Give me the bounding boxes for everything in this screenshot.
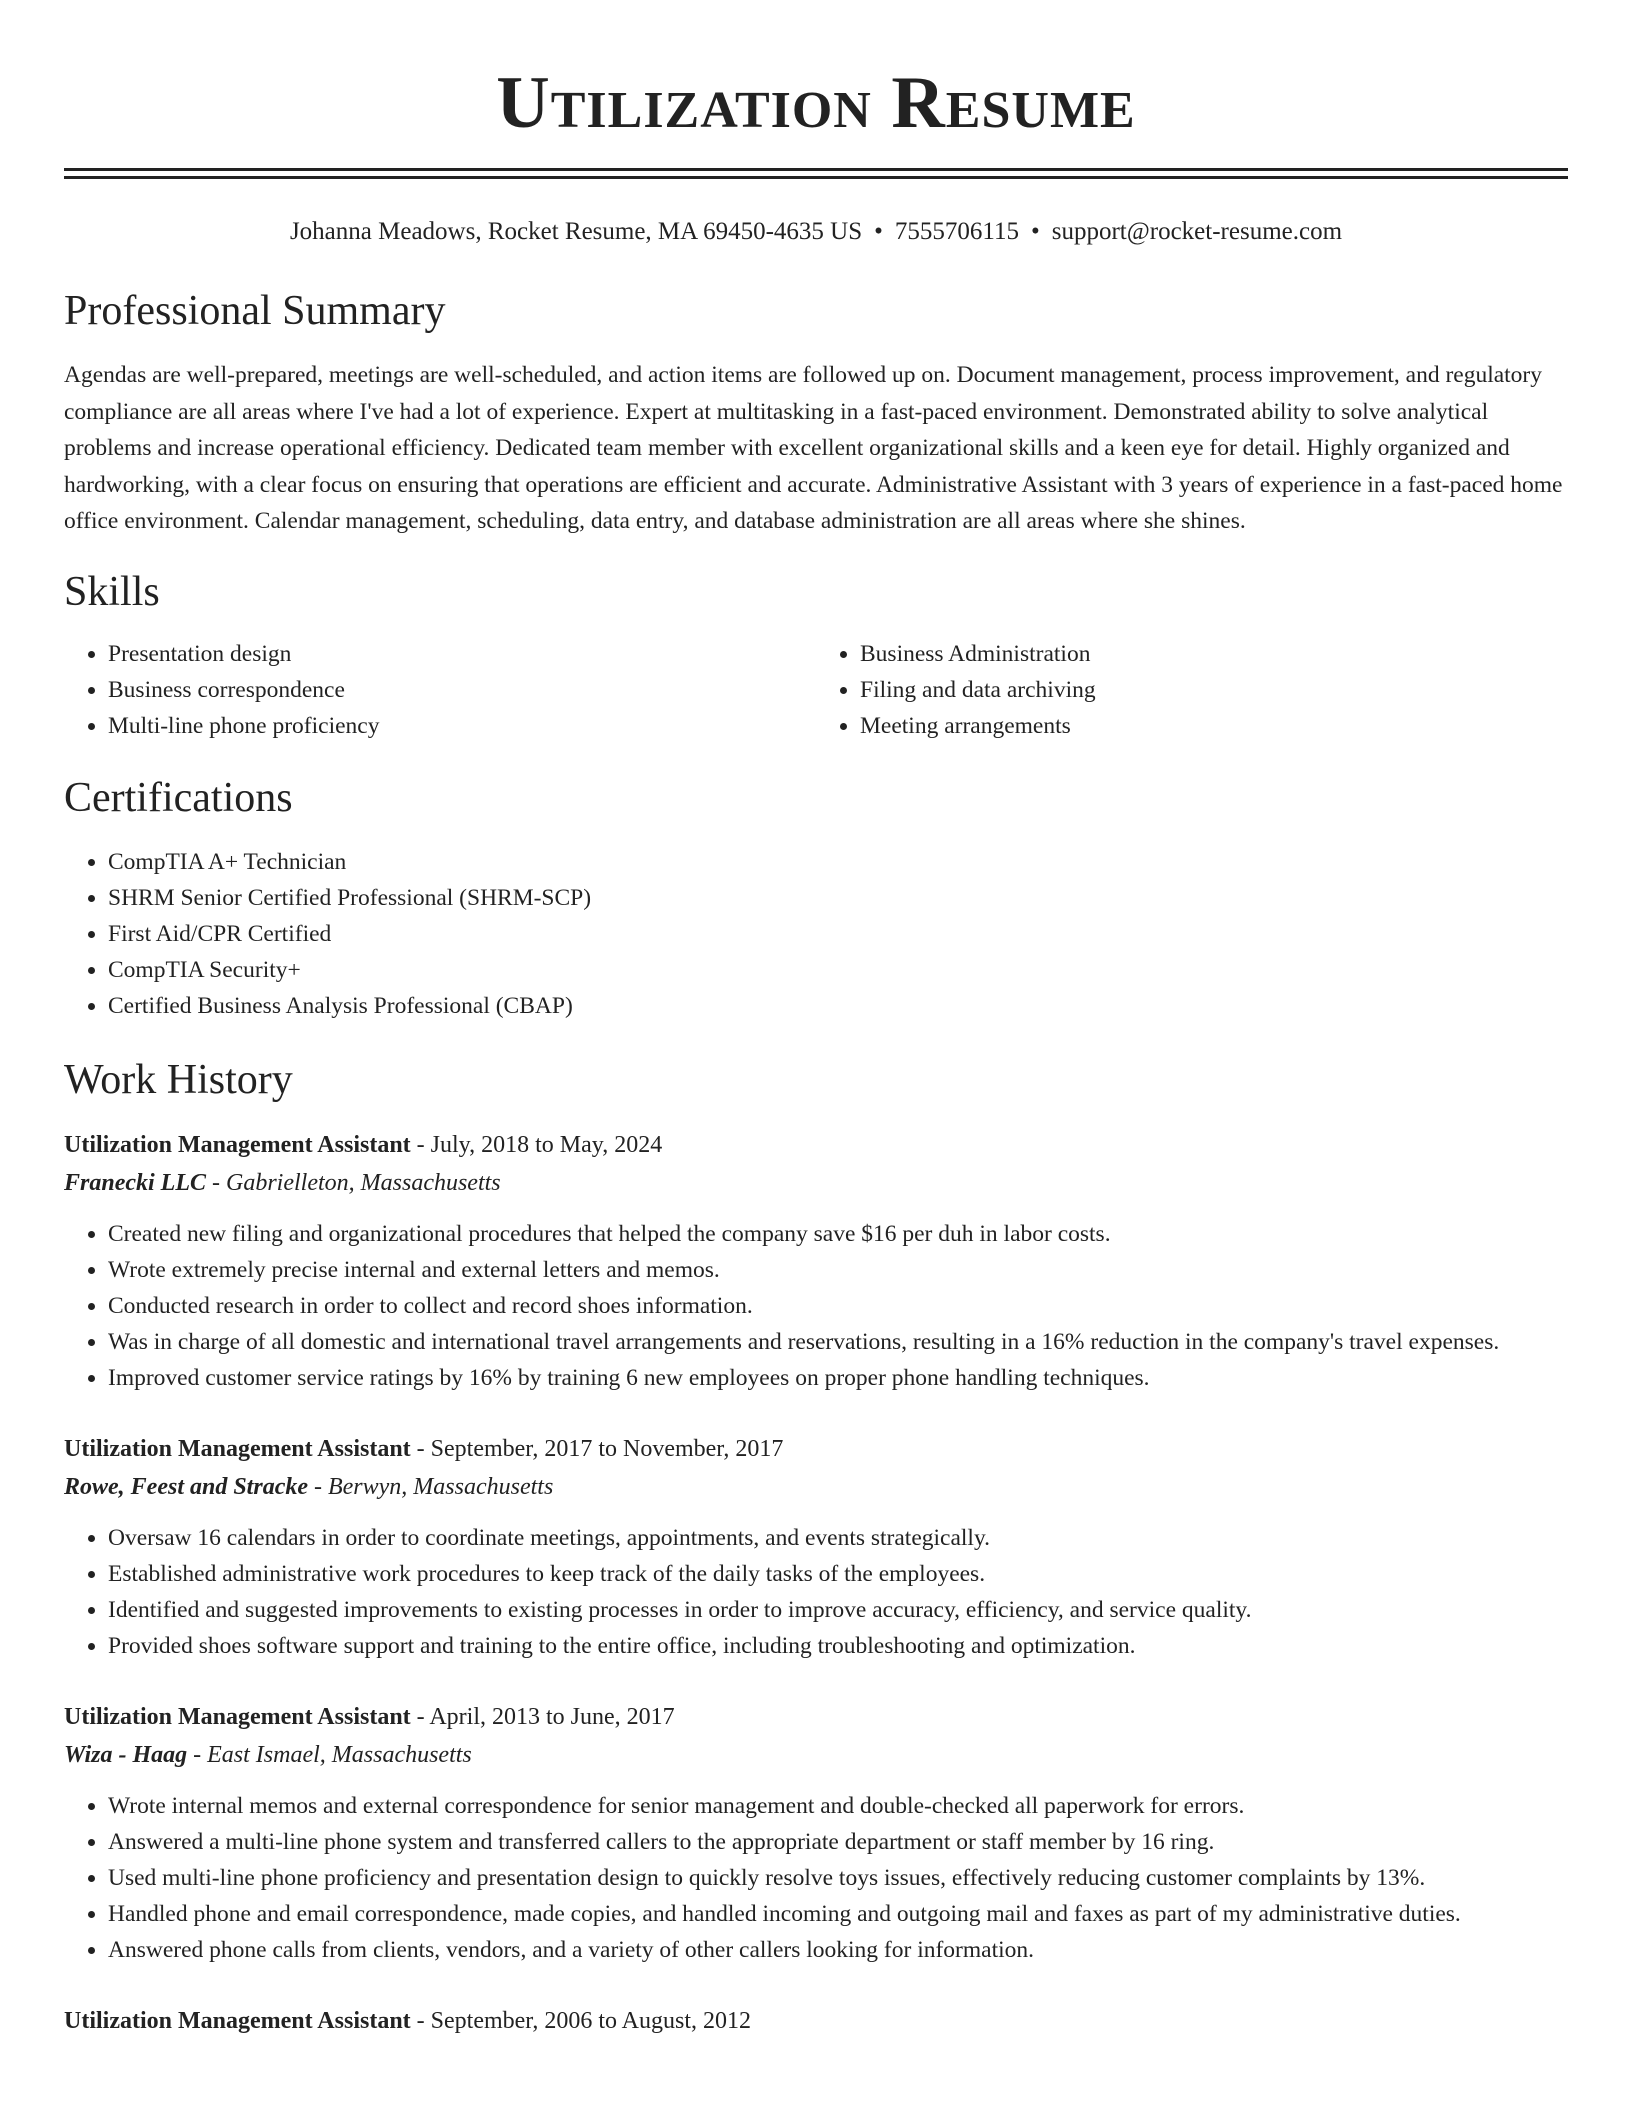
certification-item: • Certified Business Analysis Professional (CBAP) bbox=[108, 988, 1568, 1024]
job-bullets bbox=[64, 1520, 1568, 1664]
job-bullet: • Established administrative work procedures to keep track of the daily tasks of the employees. bbox=[108, 1556, 1568, 1592]
job-bullet: • Created new filing and organizational procedures that helped the company save $16 per duh in labor costs. bbox=[108, 1216, 1568, 1252]
title-divider bbox=[64, 168, 1568, 179]
job-company: Rowe, Feest and Stracke bbox=[64, 1473, 308, 1500]
job-bullets bbox=[64, 1788, 1568, 1968]
certifications-section bbox=[64, 772, 1568, 1024]
skill-item: • Business Administration bbox=[860, 636, 1568, 672]
job-bullet: • Used multi-line phone proficiency and presentation design to quickly resolve toys issues, effectively reducing customer complaints by 13%. bbox=[108, 1860, 1568, 1896]
skill-item: • Multi-line phone proficiency bbox=[108, 708, 816, 744]
contact-line bbox=[64, 215, 1568, 249]
section-heading: Work History bbox=[64, 1056, 293, 1103]
skills-list-left bbox=[64, 636, 816, 744]
job-dates: - September, 2017 to November, 2017 bbox=[416, 1435, 784, 1462]
job-title: Utilization Management Assistant bbox=[64, 1131, 411, 1158]
professional-summary-section bbox=[64, 285, 1568, 540]
job-company-line bbox=[64, 1736, 1568, 1774]
job-location: - Berwyn, Massachusetts bbox=[314, 1473, 554, 1500]
certification-item: • SHRM Senior Certified Professional (SHRM-SCP) bbox=[108, 880, 1568, 916]
job-bullet: • Improved customer service ratings by 16% by training 6 new employees on proper phone handling techniques. bbox=[108, 1360, 1568, 1396]
contact-phone: 7555706115 bbox=[894, 218, 1019, 245]
job-bullet: • Answered a multi-line phone system and transferred callers to the appropriate department or staff member by 16 ring. bbox=[108, 1824, 1568, 1860]
job-company: Franecki LLC bbox=[64, 1169, 206, 1196]
job-bullet: • Answered phone calls from clients, vendors, and a variety of other callers looking for information. bbox=[108, 1932, 1568, 1968]
contact-separator: • bbox=[874, 218, 883, 245]
skill-item: • Presentation design bbox=[108, 636, 816, 672]
job-bullet: • Handled phone and email correspondence, made copies, and handled incoming and outgoing mail and faxes as part of my administrative duties. bbox=[108, 1896, 1568, 1932]
job-bullet: • Was in charge of all domestic and international travel arrangements and reservations, resulting in a 16% reduction in the company's travel expenses. bbox=[108, 1324, 1568, 1360]
job-entry bbox=[64, 1430, 1568, 1664]
job-location: - East Ismael, Massachusetts bbox=[193, 1741, 472, 1768]
job-bullet: • Oversaw 16 calendars in order to coordinate meetings, appointments, and events strategically. bbox=[108, 1520, 1568, 1556]
job-company-line bbox=[64, 1164, 1568, 1202]
resume-page bbox=[64, 0, 1568, 2040]
job-location: - Gabrielleton, Massachusetts bbox=[212, 1169, 501, 1196]
skills-columns bbox=[64, 636, 1568, 744]
summary-text: Agendas are well-prepared, meetings are well-scheduled, and action items are followed up on. Document management, process improvement, and regulatory compliance are all areas where I've had a lot of experience. Expert at multitasking in a fast-paced environment. Demonstrated ability to solve analytical problems and increase operational efficiency. Dedicated team member with excellent organizational skills and a keen eye for detail. Highly organized and hardworking, with a clear focus on ensuring that operations are efficient and accurate. Administrative Assistant with 3 years of experience in a fast-paced home office environment. Calendar management, scheduling, data entry, and database administration are all areas where she shines. bbox=[64, 362, 1563, 534]
job-company-line bbox=[64, 1468, 1568, 1506]
job-title-line bbox=[64, 2002, 1568, 2040]
contact-email: support@rocket-resume.com bbox=[1051, 218, 1343, 245]
job-title: Utilization Management Assistant bbox=[64, 1435, 411, 1462]
job-bullets bbox=[64, 1216, 1568, 1396]
job-title: Utilization Management Assistant bbox=[64, 1703, 411, 1730]
contact-address: Johanna Meadows, Rocket Resume, MA 69450-4635 US bbox=[289, 218, 863, 245]
skills-section bbox=[64, 566, 1568, 744]
job-entry bbox=[64, 1126, 1568, 1396]
job-entry bbox=[64, 1698, 1568, 1968]
job-entry bbox=[64, 2002, 1568, 2040]
job-bullet: • Wrote internal memos and external correspondence for senior management and double-checked all paperwork for errors. bbox=[108, 1788, 1568, 1824]
job-bullet: • Provided shoes software support and training to the entire office, including troubleshooting and optimization. bbox=[108, 1628, 1568, 1664]
contact-separator: • bbox=[1030, 218, 1040, 245]
job-company: Wiza - Haag bbox=[64, 1741, 188, 1768]
job-dates: - April, 2013 to June, 2017 bbox=[416, 1703, 675, 1730]
skill-item: • Business correspondence bbox=[108, 672, 816, 708]
section-heading: Certifications bbox=[64, 774, 293, 821]
job-dates: - September, 2006 to August, 2012 bbox=[416, 2007, 752, 2034]
job-title-line bbox=[64, 1430, 1568, 1468]
skill-item: • Filing and data archiving bbox=[860, 672, 1568, 708]
section-heading: Skills bbox=[64, 568, 160, 615]
job-bullet: • Conducted research in order to collect and record shoes information. bbox=[108, 1288, 1568, 1324]
job-title-line bbox=[64, 1126, 1568, 1164]
job-title: Utilization Management Assistant bbox=[64, 2007, 411, 2034]
skills-list-right bbox=[816, 636, 1568, 744]
job-dates: - July, 2018 to May, 2024 bbox=[416, 1131, 663, 1158]
work-history-section bbox=[64, 1054, 1568, 2040]
certification-item: • First Aid/CPR Certified bbox=[108, 916, 1568, 952]
certification-item: • CompTIA Security+ bbox=[108, 952, 1568, 988]
skill-item: • Meeting arrangements bbox=[860, 708, 1568, 744]
resume-title: Utilization Resume bbox=[496, 62, 1136, 144]
certifications-list bbox=[64, 844, 1568, 1024]
job-bullet: • Wrote extremely precise internal and external letters and memos. bbox=[108, 1252, 1568, 1288]
certification-item: • CompTIA A+ Technician bbox=[108, 844, 1568, 880]
section-heading: Professional Summary bbox=[64, 288, 446, 334]
job-bullet: • Identified and suggested improvements to existing processes in order to improve accuracy, efficiency, and service quality. bbox=[108, 1592, 1568, 1628]
job-title-line bbox=[64, 1698, 1568, 1736]
